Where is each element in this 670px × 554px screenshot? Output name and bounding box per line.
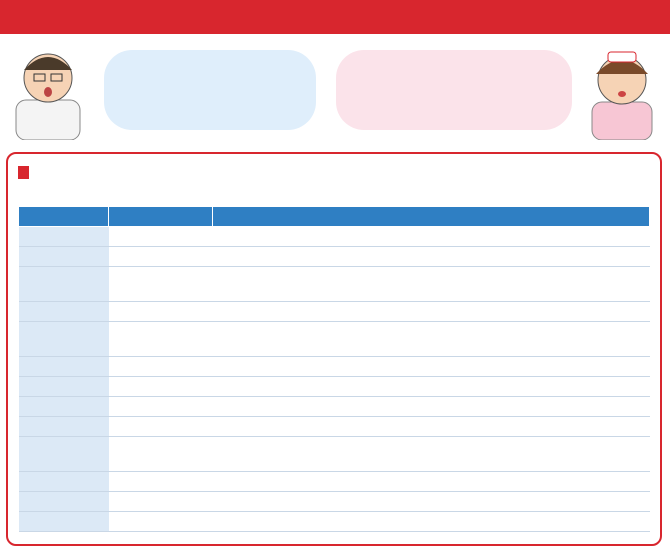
cell-note: [213, 357, 650, 377]
header-other: [213, 207, 650, 227]
cell-type: [19, 472, 109, 492]
header-type: [19, 207, 109, 227]
header-relation: [109, 207, 213, 227]
table-row: [19, 247, 650, 267]
cell-note: [213, 227, 650, 247]
cell-relation: [109, 492, 213, 512]
cell-type: [19, 417, 109, 437]
cell-type: [19, 512, 109, 532]
table-row: [19, 472, 650, 492]
table-row: [19, 227, 650, 247]
table-body: [19, 227, 650, 532]
cell-type: [19, 397, 109, 417]
panel-title: [18, 164, 33, 182]
cell-note: [213, 377, 650, 397]
table-row: [19, 322, 650, 357]
page-banner: [0, 0, 670, 34]
cell-relation: [109, 377, 213, 397]
cancer-table-panel: [6, 152, 662, 546]
cell-relation: [109, 267, 213, 302]
table-row: [19, 267, 650, 302]
cell-note: [213, 437, 650, 472]
cell-type: [19, 377, 109, 397]
cell-relation: [109, 322, 213, 357]
cell-note: [213, 492, 650, 512]
cell-note: [213, 247, 650, 267]
table-row: [19, 397, 650, 417]
cell-type: [19, 302, 109, 322]
intro-section: [0, 34, 670, 144]
cell-relation: [109, 472, 213, 492]
cell-note: [213, 267, 650, 302]
cell-note: [213, 417, 650, 437]
cell-relation: [109, 227, 213, 247]
cell-note: [213, 302, 650, 322]
cell-type: [19, 357, 109, 377]
table-row: [19, 377, 650, 397]
cell-type: [19, 437, 109, 472]
cell-relation: [109, 357, 213, 377]
cell-note: [213, 322, 650, 357]
table-row: [19, 357, 650, 377]
nurse-speech-bubble: [336, 50, 572, 130]
cell-type: [19, 492, 109, 512]
cell-relation: [109, 437, 213, 472]
cell-relation: [109, 302, 213, 322]
cell-relation: [109, 397, 213, 417]
table-row: [19, 302, 650, 322]
cell-note: [213, 472, 650, 492]
cell-relation: [109, 512, 213, 532]
table-row: [19, 492, 650, 512]
cell-note: [213, 397, 650, 417]
cell-note: [213, 512, 650, 532]
table-row: [19, 437, 650, 472]
title-marker: [18, 166, 29, 179]
nurse-avatar-icon: [580, 40, 664, 140]
cell-relation: [109, 247, 213, 267]
cell-relation: [109, 417, 213, 437]
cell-type: [19, 267, 109, 302]
table-row: [19, 417, 650, 437]
cancer-table: [18, 206, 650, 532]
cell-type: [19, 322, 109, 357]
cell-type: [19, 247, 109, 267]
doctor-avatar-icon: [6, 40, 90, 140]
table-row: [19, 512, 650, 532]
doctor-speech-bubble: [104, 50, 316, 130]
cell-type: [19, 227, 109, 247]
